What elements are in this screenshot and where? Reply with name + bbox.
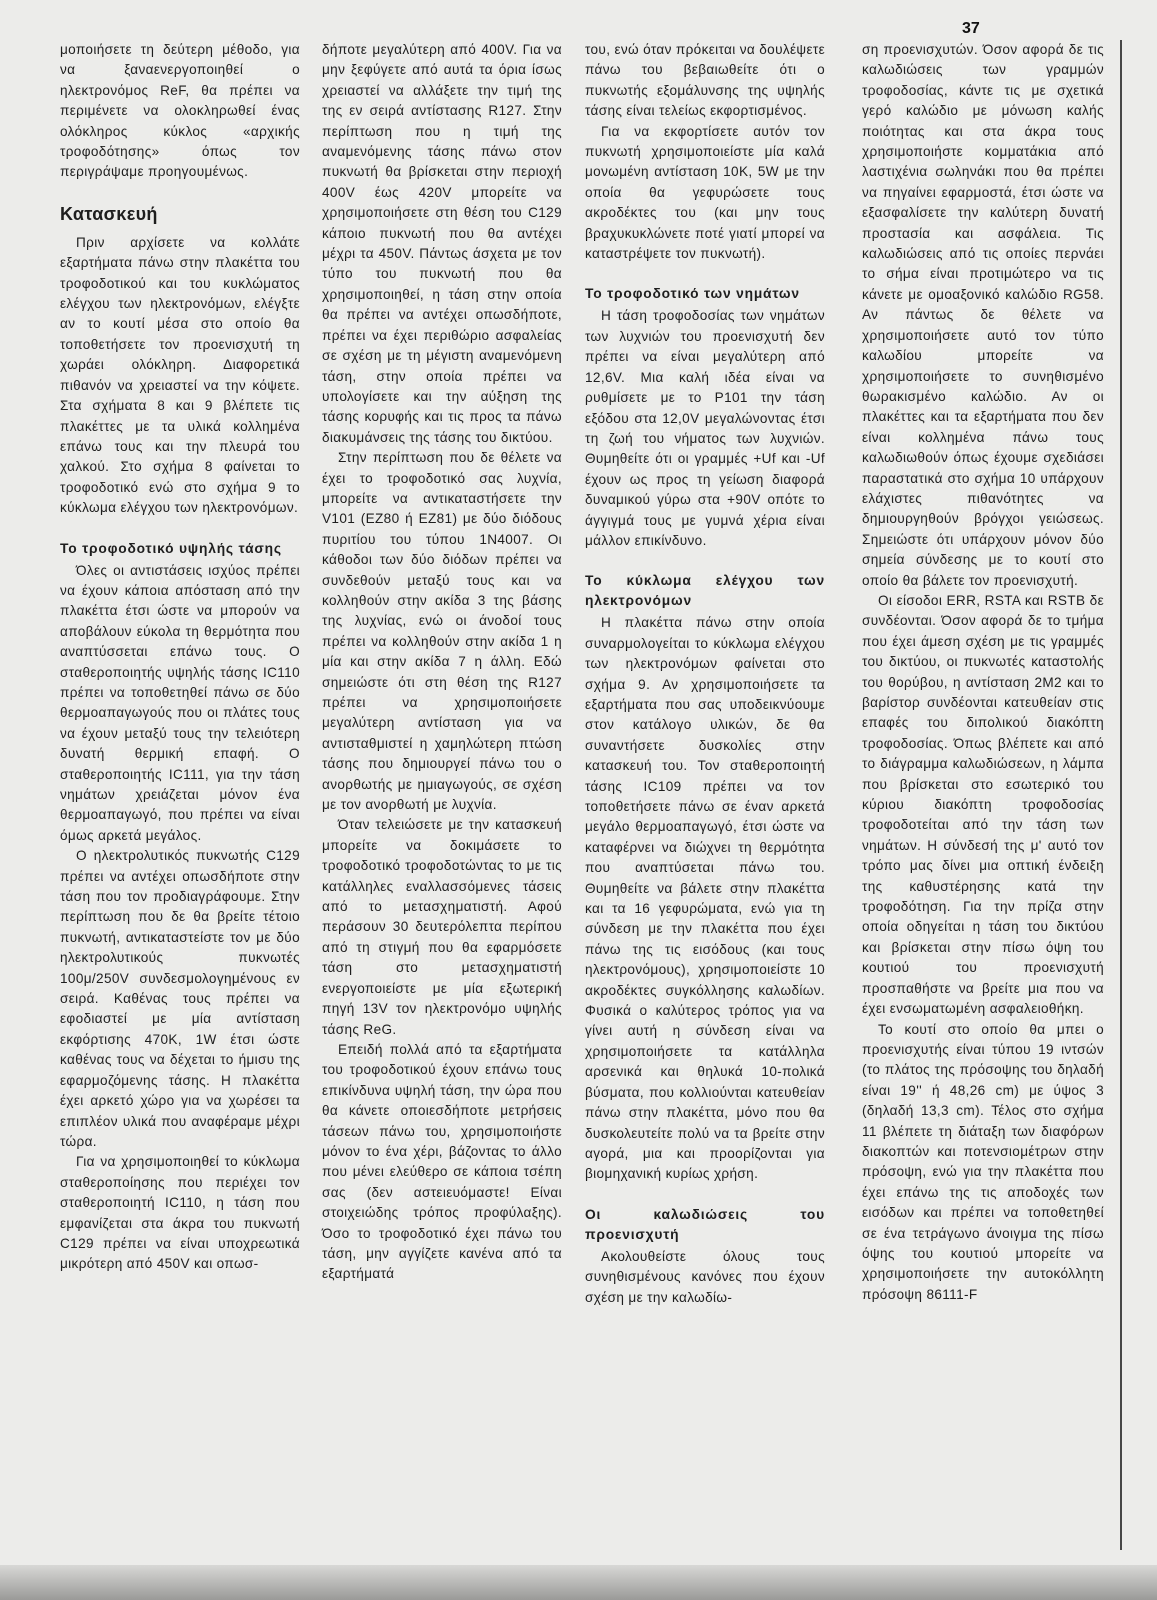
- body-paragraph: Η πλακέττα πάνω στην οποία συναρμολογείται το κύκλωμα ελέγχου των ηλεκτρονόμων φαίνεται στο σχήμα 9. Αν χρησιμοποιήσετε τα εξαρτήματα που σας υποδεικνύουμε στον κατάλογο υλικών, δε θα συναντήσετε δυσκολίες στην κατασκευή του. Τον σταθεροποιητή τάσης IC109 πρέπει να τον τοποθετήσετε πάνω σε έναν αρκετά μεγάλο θερμοαπαγωγό, έτσι ώστε να καταφέρνει να διώχνει τη θερμότητα που αναπτύσεται πάνω του. Θυμηθείτε να βάλετε στην πλακέττα και τα 16 γεφυρώματα, ενώ για τη σύνδεση με την πλακέττα που έχει πάνω της τις εισόδους (και τους ηλεκτρονόμους), χρησιμοποιείστε 10 ακροδέκτες συγκόλλησης καλωδίων. Φυσικά ο καλύτερος τρόπος για να γίνει αυτή η σύνδεση είναι να χρησιμοποιήσετε τα κατάλληλα αρσενικά και θηλυκά 10-πολικά βύσματα, που κολλιούνται κατευθείαν πάνω στην πλακέττα, μόνο που θα δυσκολευτείτε πολύ να τα βρείτε στην αγορά, μια και προορίζονται για βιομηχανική κυρίως χρήση.: [585, 615, 825, 1182]
- body-paragraph: Στην περίπτωση που δε θέλετε να έχει το τροφοδοτικό σας λυχνία, μπορείτε να αντικαταστήσετε την V101 (EZ80 ή EZ81) με δύο διόδους πυριτίου του τύπου 1N4007. Οι κάθοδοι των δύο διόδων πρέπει να συνδεθούν μεταξύ τους και να κολληθούν στην ακίδα 3 της βάσης της λυχνίας, ενώ οι άνοδοί τους πρέπει να κολληθούν στην ακίδα 1 η μία και στην ακίδα 7 η άλλη. Εδώ σημειώστε ότι στη θέση της R127 πρέπει να χρησιμοποιήσετε μεγαλύτερη αντίσταση για να αντισταθμιστεί η χαμηλώτερη πτώση τάσης που δημιουργεί πάνω του ο ανορθωτής με ημιαγωγούς, σε σχέση με τον ανορθωτή με λυχνία.: [322, 450, 562, 813]
- subsection-heading: Οι καλωδιώσεις του προενισχυτή: [585, 1206, 825, 1242]
- body-paragraph: Όλες οι αντιστάσεις ισχύος πρέπει να έχουν κάποια απόσταση από την πλακέττα έτσι ώστε να μπορούν να αποβάλουν εύκολα τη θερμότητα που αναπτύσσεται επάνω τους. Ο σταθεροποιητής υψηλής τάσης IC110 πρέπει να τοποθετηθεί πάνω σε δύο θερμοαπαγωγούς που οι πλάτες τους να έχουν μεταξύ τους την τελειότερη δυνατή θερμική επαφή. Ο σταθεροποιητής IC111, για την τάση νημάτων χρειάζεται μόνον ένα θερμοαπαγωγό, που πρέπει να είναι όμως αρκετά μεγάλος.: [60, 562, 300, 843]
- subsection-heading: Το κύκλωμα ελέγχου των ηλεκτρονόμων: [585, 573, 825, 609]
- text-column-2: [322, 40, 562, 1285]
- body-paragraph: Το κουτί στο οποίο θα μπει ο προενισχυτής είναι τύπου 19 ιντσών (το πλάτος της πρόσοψης του δηλαδή είναι 19'' ή 48,26 cm) με ύψος 3 (δηλαδή 13,3 cm). Τέλος στο σχήμα 11 βλέπετε τη διάταξη των διαφόρων διακοπτών και ποτενσιομέτρων στην πρόσοψη, ενώ για την πλακέττα που έχει επάνω της τις αποδοχές των εισόδων και πρέπει να τοποθετηθεί σε ένα τετράγωνο άνοιγμα της πίσω όψης του κουτιού μπορείτε να χρησιμοποιήσετε την αυτοκόλλητη πρόσοψη 86111-F: [862, 1021, 1104, 1302]
- body-paragraph: Οι είσοδοι ERR, RSTA και RSTB δε συνδέονται. Όσον αφορά δε το τμήμα που έχει άμεση σχέση με τις γραμμές του δικτύου, οι πυκνωτές καταστολής του θορύβου, η αντίσταση 2M2 και το βαρίστορ συνδέονται κατευθείαν στις επαφές του διπολικού διακόπτη τροφοδοσίας. Όπως βλέπετε και από το διάγραμμα καλωδιώσεων, η λάμπα που βρίσκεται στο εσωτερικό του κύριου διακόπτη τροφοδοσίας τροφοδοτείται από την τάση των νημάτων. Η σύνδεσή της μ' αυτό τον τρόπο μας δίνει μια οπτική ένδειξη της καθυστέρησης κατά την τροφοδότηση. Για την πρίζα στην οποία οδηγείται η τάση του δικτύου και βρίσκεται στην πίσω όψη του κουτιού του προενισχυτή προσπαθήστε να βρείτε μια που να έχει ενσωματωμένη ασφαλειοθήκη.: [862, 592, 1104, 1017]
- text-column-4: [862, 40, 1104, 1305]
- body-paragraph: Η τάση τροφοδοσίας των νημάτων των λυχνιών του προενισχυτή δεν πρέπει να είναι μεγαλύτερη από 12,6V. Μια καλή ιδέα είναι να ρυθμίσετε με το P101 την τάση εξόδου στα 12,0V μεγαλώνοντας έτσι τη ζωή του νήματος των λυχνιών. Θυμηθείτε ότι οι γραμμές +Uf και -Uf έχουν ως προς τη γείωση διαφορά δυναμικού γύρω στα +90V οπότε το άγγιγμά τους με γυμνά χέρια είναι μάλλον επικίνδυνο.: [585, 308, 825, 548]
- subsection-heading: Το τροφοδοτικό των νημάτων: [585, 286, 800, 302]
- body-paragraph: Για να χρησιμοποιηθεί το κύκλωμα σταθεροποίησης που περιέχει τον σταθεροποιητή IC110, η τάση που εμφανίζεται στα άκρα του πυκνωτή C129 πρέπει να είναι υποχρεωτικά μικρότερη από 450V και οπωσ-: [60, 1154, 300, 1272]
- body-paragraph: Ο ηλεκτρολυτικός πυκνωτής C129 πρέπει να αντέχει οπωσδήποτε στην τάση που τον προδιαγράφουμε. Στην περίπτωση που δε θα βρείτε τέτοιο πυκνωτή, αντικαταστείστε τον με δύο ηλεκτρολυτικούς πυκνωτές 100μ/250V συνδεσμολογημένους εν σειρά. Καθένας τους πρέπει να εφοδιαστεί με μία αντίσταση εκφόρτισης 470K, 1W έτσι ώστε καθένας τους να δέχεται το ήμισυ της εφαρμοζόμενης τάσης. Η πλακέττα έχει αρκετό χώρο για να χωρέσει τα επιπλέον υλικά που αναφέραμε μέχρι τώρα.: [60, 848, 300, 1149]
- body-paragraph: ση προενισχυτών. Όσον αφορά δε τις καλωδιώσεις των γραμμών τροφοδοσίας, κάντε τις με σχετικά γερό καλώδιο με μόνωση καλής ποιότητας και στα άκρα τους χρησιμοποιήστε κομματάκια από λαστιχένια σωληνάκι που θα πρέπει να πηγαίνει εφαρμοστά, έτσι ώστε να εξασφαλίσετε την καλύτερη δυνατή προστασία και ασφάλεια. Τις καλωδιώσεις από τις οποίες περνάει το σήμα είναι προτιμώτερο να τις κάνετε με ομοαξονικό καλώδιο RG58. Αν πάντως δε θέλετε να χρησιμοποιήσετε αυτό τον τύπο καλωδίου μπορείτε να χρησιμοποιήσετε το συνηθισμένο θωρακισμένο καλώδιο. Αν οι πλακέττες και τα εξαρτήματα που δεν είναι κολλημένα πάνω τους καλωδιωθούν όπως έχουμε σχεδιάσει παραστατικά στο σχήμα 10 υπάρχουν ελάχιστες πιθανότητες να δημιουργηθούν βρόγχοι γειώσεως. Σημειώστε ότι υπάρχουν μόνον δύο σημεία σύνδεσης με το κουτί στο οποίο θα βάλετε τον προενισχυτή.: [862, 42, 1104, 588]
- page-number: 37: [962, 20, 980, 37]
- subsection-heading: Το τροφοδοτικό υψηλής τάσης: [60, 540, 282, 556]
- text-column-1: [60, 40, 300, 1275]
- page-edge-rule: [1120, 40, 1122, 1550]
- body-paragraph: μοποιήσετε τη δεύτερη μέθοδο, για να ξαναενεργοποιηθεί ο ηλεκτρονόμος ReF, θα πρέπει να περιμένετε να ολοκληρωθεί ένας ολόκληρος κύκλος «αρχικής τροφοδότησης» όπως τον περιγράψαμε προηγουμένως.: [60, 42, 300, 180]
- scan-bottom-edge: [0, 1565, 1157, 1600]
- body-paragraph: Επειδή πολλά από τα εξαρτήματα του τροφοδοτικού έχουν επάνω τους επικίνδυνα υψηλή τάση, την ώρα που θα κάνετε οποιεσδήποτε μετρήσεις τάσεων πάνω του, χρησιμοποιήστε μόνον το ένα χέρι, βάζοντας το άλλο που μένει ελεύθερο σε κάποια τσέπη σας (δεν αστειευόμαστε! Είναι στοιχειώδης τρόπος προφύλαξης). Όσο το τροφοδοτικό έχει πάνω του τάση, μην αγγίζετε κανένα από τα εξαρτήματά: [322, 1041, 562, 1282]
- body-paragraph: δήποτε μεγαλύτερη από 400V. Για να μην ξεφύγετε από αυτά τα όρια ίσως χρειαστεί να αλλάξετε την τιμή της της εν σειρά αντίστασης R127. Στην περίπτωση που η τιμή της αναμενόμενης τάσης πάνω στον πυκνωτή θα βρίσκεται στην περιοχή 400V έως 420V μπορείτε να χρησιμοποιήσετε στη θέση του C129 κάποιο πυκνωτή που θα αντέχει μέχρι τα 450V. Πάντως άσχετα με τον τύπο του πυκνωτή που θα χρησιμοποιηθεί, η τάση στην οποία θα πρέπει να αντέχει οπωσδήποτε, πρέπει να έχει περιθώριο ασφαλείας σε σχέση με τη μέγιστη αναμενόμενη τάση, στην οποία πρέπει να υπολογίσετε και την αύξηση της τάσης κορυφής και τις προς τα πάνω διακυμάνσεις της τάσης του δικτύου.: [322, 42, 562, 445]
- body-paragraph: Όταν τελειώσετε με την κατασκευή μπορείτε να δοκιμάσετε το τροφοδοτικό τροφοδοτώντας το με τις κατάλληλες εναλλασσόμενες τάσεις από το μετασχηματιστή. Αφού περάσουν 30 δευτερόλεπτα περίπου από τη στιγμή που θα εφαρμόσετε τάση στο μετασχηματιστή ενεργοποιείστε με μία εξωτερική πηγή 13V τον ηλεκτρονόμο υψηλής τάσης ReG.: [322, 817, 562, 1037]
- text-column-3: [585, 40, 825, 1308]
- body-paragraph: Για να εκφορτίσετε αυτόν τον πυκνωτή χρησιμοποιείστε μία καλά μονωμένη αντίσταση 10K, 5W με την οποία θα γεφυρώσετε τους ακροδέκτες του (και μην τους βραχυκυκλώνετε ποτέ γιατί μπορεί να καταστρέψετε τον πυκνωτή).: [585, 123, 825, 262]
- section-heading: Κατασκευή: [60, 203, 158, 224]
- body-paragraph: Ακολουθείστε όλους τους συνηθισμένους κανόνες που έχουν σχέση με την καλωδίω-: [585, 1248, 825, 1305]
- body-paragraph: του, ενώ όταν πρόκειται να δουλέψετε πάνω του βεβαιωθείτε ότι ο πυκνωτής εξομάλυνσης της υψηλής τάσης είναι τελείως εκφορτισμένος.: [585, 42, 825, 119]
- body-paragraph: Πριν αρχίσετε να κολλάτε εξαρτήματα πάνω στην πλακέττα του τροφοδοτικού και του κυκλώματος ελέγχου των ηλεκτρονόμων, ελέγξτε αν το κουτί μέσα στο οποίο θα τοποθετήσετε τον προενισχυτή τη χωράει ολόκληρη. Διαφορετικά πιθανόν να χρειαστεί να την κόψετε. Στα σχήματα 8 και 9 βλέπετε τις πλακέττες με τα υλικά κολλημένα επάνω τους και την πλευρά του χαλκού. Στο σχήμα 8 φαίνεται το τροφοδοτικό ενώ στο σχήμα 9 το κύκλωμα ελέγχου των ηλεκτρονόμων.: [60, 234, 300, 516]
